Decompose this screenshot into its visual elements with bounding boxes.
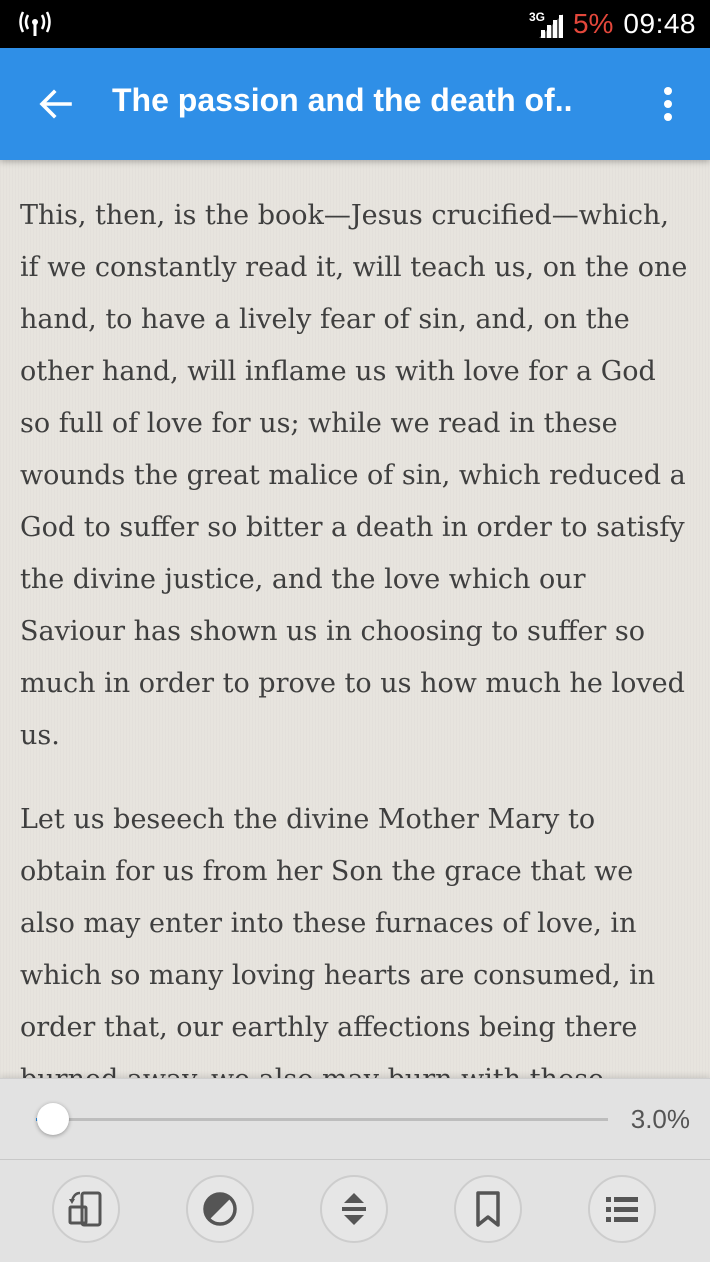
clock: 09:48 <box>623 8 696 39</box>
broadcast-icon <box>18 10 52 38</box>
paragraph: Let us beseech the divine Mother Mary to obtain for us from her Son the grace that we also may enter into these furnaces of love, in which so many loving hearts are consumed, in order that, our earthly affections being there <box>20 804 656 1043</box>
reader-toolbar <box>0 1175 710 1247</box>
bookmark-icon <box>468 1189 508 1229</box>
back-arrow-icon <box>38 86 74 122</box>
overflow-menu-icon <box>663 86 673 122</box>
overflow-menu-button[interactable] <box>644 74 692 134</box>
status-indicators <box>529 0 696 48</box>
rotate-screen-icon <box>66 1189 106 1229</box>
table-of-contents-icon <box>602 1189 642 1229</box>
progress-percent: 3.0% <box>630 1104 690 1134</box>
book-title: The passion and the death of.. <box>112 82 573 118</box>
battery-level: 5% <box>572 8 614 39</box>
table-of-contents-button[interactable] <box>588 1175 656 1243</box>
signal-icon <box>529 10 563 38</box>
scroll-mode-icon <box>334 1189 374 1229</box>
reader-controls-panel <box>0 1078 710 1262</box>
scroll-mode-button[interactable] <box>320 1175 388 1243</box>
rotate-screen-button[interactable] <box>52 1175 120 1243</box>
back-button[interactable] <box>26 74 86 134</box>
app-bar <box>0 48 710 160</box>
status-bar <box>0 0 710 48</box>
bookmark-button[interactable] <box>454 1175 522 1243</box>
progress-slider-thumb[interactable] <box>37 1103 69 1135</box>
brightness-button[interactable] <box>186 1175 254 1243</box>
book-text[interactable] <box>20 190 690 1138</box>
brightness-contrast-icon <box>200 1189 240 1229</box>
network-type-label: 3G <box>528 10 545 24</box>
progress-row <box>0 1079 710 1160</box>
progress-slider[interactable] <box>36 1118 608 1121</box>
paragraph: This, then, is the book—Jesus crucified—which, if we constantly read it, will teach us, on the one hand, to have a lively fear of sin, and, on the other hand, will inflame us with love for a God so full of love for us; while we read in these wounds the great malice of sin, which reduced a God to suffer so bitter a death in order to satisfy the divine justice, and the love which our Saviour has shown us in choosing to suffer so much in order to prove to us how much he loved us. <box>20 200 688 751</box>
